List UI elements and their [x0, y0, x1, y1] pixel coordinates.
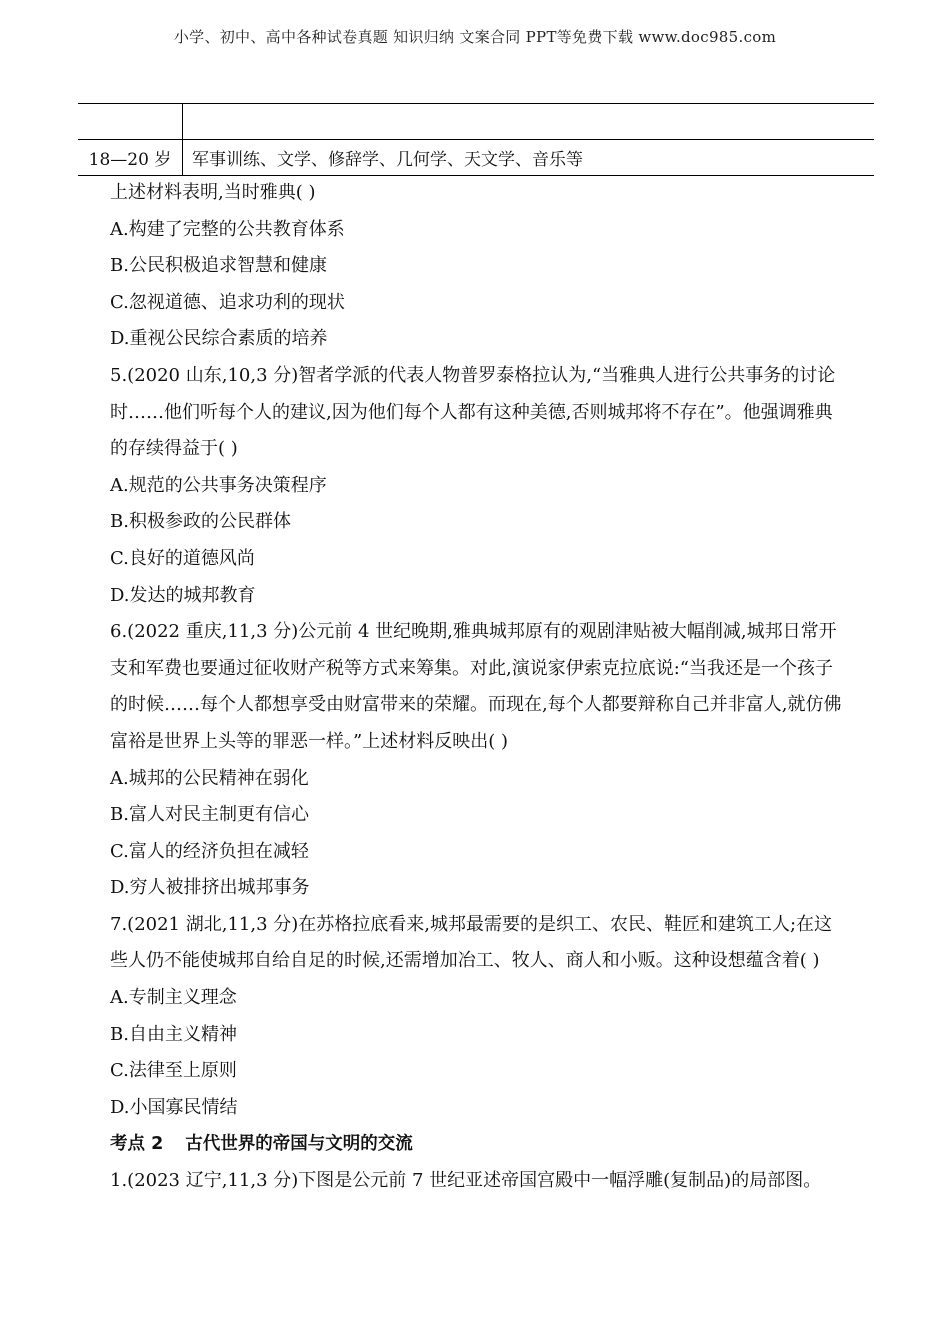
content-cell: 军事训练、文学、修辞学、几何学、天文学、音乐等	[183, 140, 875, 176]
document-body	[110, 175, 845, 1200]
table-row	[78, 140, 874, 176]
option-c: C.富人的经济负担在减轻	[110, 840, 309, 862]
option-c: C.法律至上原则	[110, 1060, 237, 1082]
option-b: B.富人对民主制更有信心	[110, 804, 309, 826]
section-heading	[110, 1126, 845, 1163]
age-cell: 18—20 岁	[78, 140, 183, 176]
section-label: 考点 2	[110, 1134, 164, 1155]
option-a: A.构建了完整的公共教育体系	[110, 218, 345, 240]
option-d: D.小国寡民情结	[110, 1096, 238, 1118]
option-c: C.良好的道德风尚	[110, 547, 255, 569]
option-d: D.发达的城邦教育	[110, 584, 256, 606]
option-a: A.城邦的公民精神在弱化	[110, 767, 309, 789]
question-stem: 1.(2023 辽宁,11,3 分)下图是公元前 7 世纪亚述帝国宫殿中一幅浮雕(复制品)的局部图。	[110, 1170, 822, 1192]
option-b: B.公民积极追求智慧和健康	[110, 255, 327, 277]
option-a: A.专制主义理念	[110, 987, 237, 1009]
option-a: A.规范的公共事务决策程序	[110, 474, 327, 496]
age-cell	[78, 104, 183, 140]
question-stem: 6.(2022 重庆,11,3 分)公元前 4 世纪晚期,雅典城邦原有的观剧津贴被大幅削减,城邦日常开支和军费也要通过征收财产税等方式来筹集。对此,演说家伊索克拉底说:“当我还是一个孩子的时候……每个人都想享受由财富带来的荣耀。而现在,每个人都要辩称自己并非富人,就仿佛富裕是世界上头等的罪恶一样。”上述材料反映出( )	[110, 621, 842, 752]
option-b: B.自由主义精神	[110, 1023, 237, 1045]
option-d: D.穷人被排挤出城邦事务	[110, 877, 310, 899]
question-stem: 5.(2020 山东,10,3 分)智者学派的代表人物普罗泰格拉认为,“当雅典人进行公共事务的讨论时……他们听每个人的建议,因为他们每个人都有这种美德,否则城邦将不存在”。他强调雅典的存续得益于( )	[110, 364, 836, 460]
question-stem: 7.(2021 湖北,11,3 分)在苏格拉底看来,城邦最需要的是织工、农民、鞋匠和建筑工人;在这些人仍不能使城邦自给自足的时候,还需增加冶工、牧人、商人和小贩。这种设想蕴含着( )	[110, 913, 833, 972]
page-header: 小学、初中、高中各种试卷真题 知识归纳 文案合同 PPT等免费下载 www.doc985.com	[173, 28, 777, 46]
content-cell	[183, 104, 875, 140]
option-c: C.忽视道德、追求功利的现状	[110, 291, 345, 313]
question-stem: 上述材料表明,当时雅典( )	[110, 182, 316, 203]
option-d: D.重视公民综合素质的培养	[110, 328, 328, 350]
table-row	[78, 104, 874, 140]
section-title: 古代世界的帝国与文明的交流	[185, 1134, 413, 1155]
curriculum-table	[78, 103, 874, 176]
option-b: B.积极参政的公民群体	[110, 511, 291, 533]
